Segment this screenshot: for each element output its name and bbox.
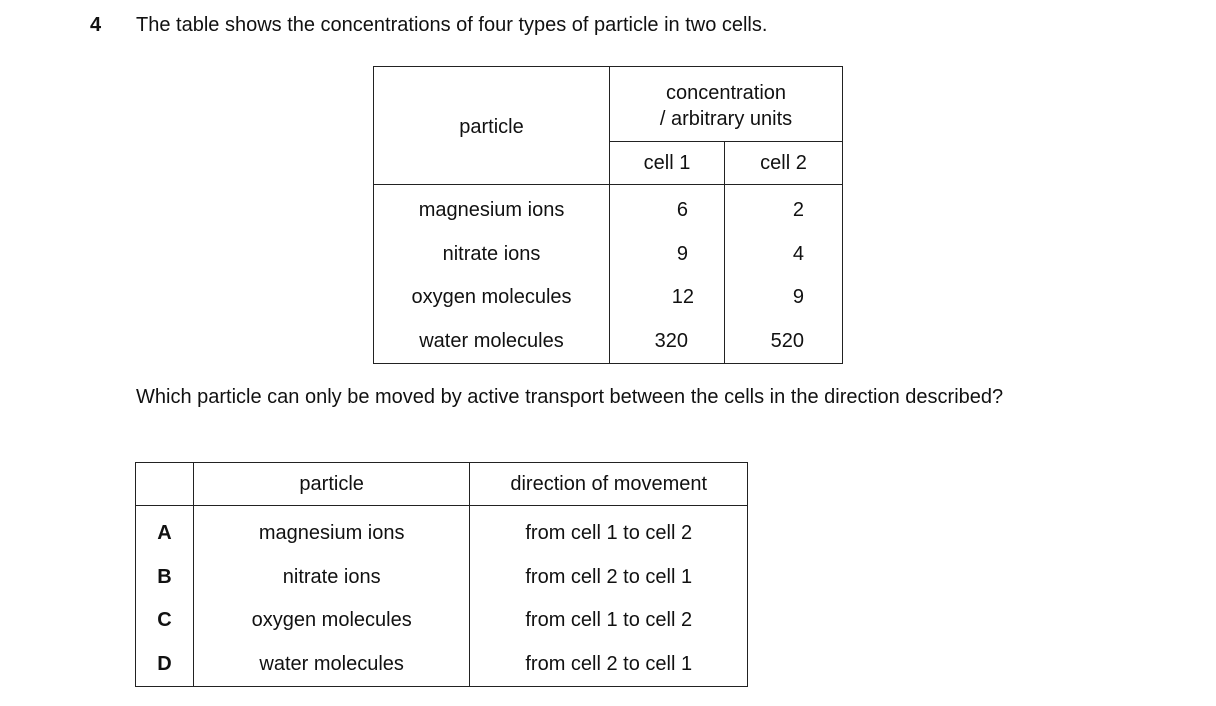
option-row-c[interactable] bbox=[136, 599, 748, 643]
option-letter: A bbox=[136, 506, 194, 556]
question-intro: The table shows the concentrations of four types of particle in two cells. bbox=[136, 14, 768, 36]
option-particle: oxygen molecules bbox=[193, 599, 470, 643]
option-direction: from cell 1 to cell 2 bbox=[525, 522, 693, 545]
option-letter: C bbox=[136, 599, 194, 643]
header-particle: particle bbox=[193, 463, 470, 506]
option-row-d[interactable] bbox=[136, 643, 748, 687]
header-cell1: cell 1 bbox=[610, 142, 725, 185]
table-row bbox=[374, 233, 843, 277]
row-particle: nitrate ions bbox=[374, 233, 610, 277]
header-cell2: cell 2 bbox=[725, 142, 843, 185]
row-cell2: 2 bbox=[725, 185, 843, 233]
option-direction: from cell 1 to cell 2 bbox=[525, 609, 693, 632]
option-letter: D bbox=[136, 643, 194, 687]
row-cell1: 320 bbox=[610, 320, 725, 364]
header-concentration bbox=[610, 67, 843, 142]
header-direction: direction of movement bbox=[470, 463, 748, 506]
table-row bbox=[374, 276, 843, 320]
row-particle: water molecules bbox=[374, 320, 610, 364]
row-cell2: 9 bbox=[792, 286, 804, 309]
table-row bbox=[374, 320, 843, 364]
question-prompt: Which particle can only be moved by active transport between the cells in the direction described? bbox=[136, 386, 1004, 408]
concentration-table-body bbox=[374, 185, 843, 364]
row-cell2: 520 bbox=[770, 329, 804, 352]
header-concentration-line2: / arbitrary units bbox=[659, 108, 793, 130]
row-particle: oxygen molecules bbox=[374, 276, 610, 320]
concentration-table-header bbox=[374, 67, 843, 185]
question-number: 4 bbox=[90, 14, 102, 36]
header-concentration-line1: concentration bbox=[665, 82, 787, 104]
option-particle: nitrate ions bbox=[193, 556, 470, 600]
option-letter: B bbox=[136, 556, 194, 600]
row-cell1: 9 bbox=[610, 233, 725, 277]
row-cell1: 12 bbox=[610, 276, 725, 320]
concentration-table bbox=[373, 66, 843, 364]
option-direction: from cell 2 to cell 1 bbox=[525, 565, 693, 588]
row-particle: magnesium ions bbox=[374, 185, 610, 233]
option-row-a[interactable] bbox=[136, 506, 748, 556]
option-row-b[interactable] bbox=[136, 556, 748, 600]
options-table-body bbox=[136, 506, 748, 687]
row-cell2: 4 bbox=[792, 242, 804, 265]
header-particle: particle bbox=[374, 67, 610, 185]
option-direction: from cell 2 to cell 1 bbox=[525, 652, 693, 675]
options-table-header bbox=[136, 463, 748, 506]
header-letter-blank bbox=[136, 463, 194, 506]
table-row bbox=[374, 185, 843, 233]
option-particle: magnesium ions bbox=[193, 506, 470, 556]
row-cell1: 6 bbox=[610, 185, 725, 233]
option-particle: water molecules bbox=[193, 643, 470, 687]
options-table bbox=[135, 462, 748, 687]
